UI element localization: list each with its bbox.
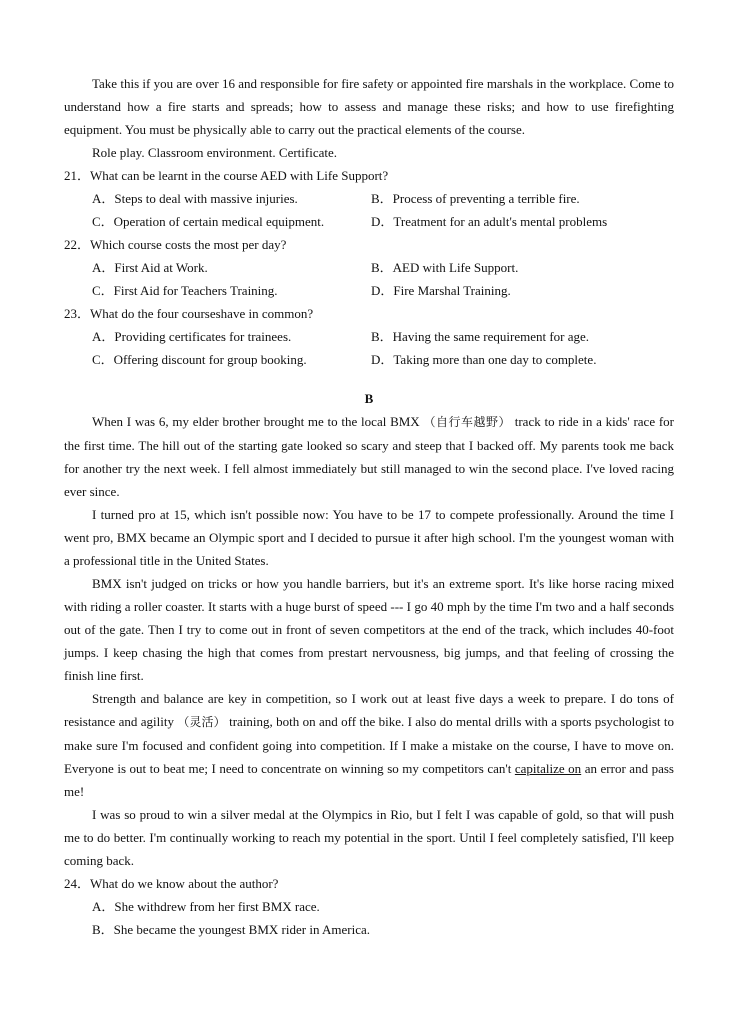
answer-options: [64, 256, 674, 302]
option-a[interactable]: A．Providing certificates for trainees.: [92, 329, 292, 344]
passage-a-intro: Take this if you are over 16 and responsible for fire safety or appointed fire marshals in the workplace. Come to understand how a fire starts and spreads; how to assess and manage these risks; and how to use firefighting equipment. You must be physically able to carry out the practical elements of the course.: [64, 76, 674, 137]
passage-b-paragraph-3: BMX isn't judged on tricks or how you handle barriers, but it's an extreme sport. It's like horse racing mixed with riding a roller coaster. It starts with a huge burst of speed --- I go 40 mph by the time I'm two and a half seconds out of the gate. Then I try to come out in front of seven competitors at the end of the track, which includes 40-foot jumps. I keep chasing the high that comes from prestart nervousness, big jumps, and that feeling of crossing the finish line first.: [64, 576, 674, 683]
question-21: [64, 164, 674, 233]
option-d[interactable]: D．Treatment for an adult's mental problems: [371, 214, 608, 229]
passage-b-paragraph-1: When I was 6, my elder brother brought me to the local BMX （自行车越野） track to ride in a kids' race for the first time. The hill out of the starting gate looked so scary and steep that I backed off. My parents took me back for another try the next week. I fell almost immediately but still managed to win the second place. I've loved racing ever since.: [64, 414, 674, 499]
question-stem: 23．What do the four courseshave in common?: [64, 306, 314, 321]
option-c[interactable]: C．Operation of certain medical equipment.: [92, 214, 325, 229]
option-c[interactable]: C．Offering discount for group booking.: [92, 352, 307, 367]
option-b[interactable]: B．She became the youngest BMX rider in America.: [92, 922, 370, 937]
question-23: [64, 302, 674, 371]
passage-b-paragraph-4: Strength and balance are key in competition, so I work out at least five days a week to prepare. I do tons of resistance and agility （灵活） training, both on and off the bike. I also do mental drills with a sports psychologist to make sure I'm focused and confident going into competition. If I make a mistake on the course, I have to move on. Everyone is out to beat me; I need to concentrate on winning so my competitors can't capitalize on an error and pass me!: [64, 691, 674, 799]
question-stem: 24．What do we know about the author?: [64, 876, 279, 891]
section-b-heading: B: [364, 391, 374, 406]
option-a[interactable]: A．She withdrew from her first BMX race.: [92, 899, 320, 914]
option-b[interactable]: B．Process of preventing a terrible fire.: [371, 191, 580, 206]
option-d[interactable]: D．Taking more than one day to complete.: [371, 352, 597, 367]
option-d[interactable]: D．Fire Marshal Training.: [371, 283, 511, 298]
passage-a-format: Role play. Classroom environment. Certificate.: [92, 145, 338, 160]
option-a[interactable]: A．First Aid at Work.: [92, 260, 208, 275]
underlined-phrase: capitalize on: [514, 761, 582, 776]
answer-options: [64, 895, 674, 941]
document-page: [64, 72, 674, 941]
question-stem: 22．Which course costs the most per day?: [64, 237, 287, 252]
chinese-gloss: （自行车越野）: [423, 415, 511, 429]
option-c[interactable]: C．First Aid for Teachers Training.: [92, 283, 278, 298]
chinese-gloss: （灵活）: [177, 715, 226, 729]
answer-options: [64, 187, 674, 233]
question-22: [64, 233, 674, 302]
option-b[interactable]: B．AED with Life Support.: [371, 260, 519, 275]
option-b[interactable]: B．Having the same requirement for age.: [371, 329, 590, 344]
question-stem: 21．What can be learnt in the course AED with Life Support?: [64, 168, 389, 183]
question-24: [64, 872, 674, 941]
option-a[interactable]: A．Steps to deal with massive injuries.: [92, 191, 298, 206]
answer-options: [64, 325, 674, 371]
passage-b-paragraph-5: I was so proud to win a silver medal at the Olympics in Rio, but I felt I was capable of gold, so that will push me to do better. I'm continually working to reach my potential in the sport. Until I feel completely satisfied, I'll keep coming back.: [64, 807, 674, 868]
passage-b-paragraph-2: I turned pro at 15, which isn't possible now: You have to be 17 to compete professionally. Around the time I went pro, BMX became an Olympic sport and I decided to pursue it after high school. I'm the youngest woman with a professional title in the United States.: [64, 507, 674, 568]
